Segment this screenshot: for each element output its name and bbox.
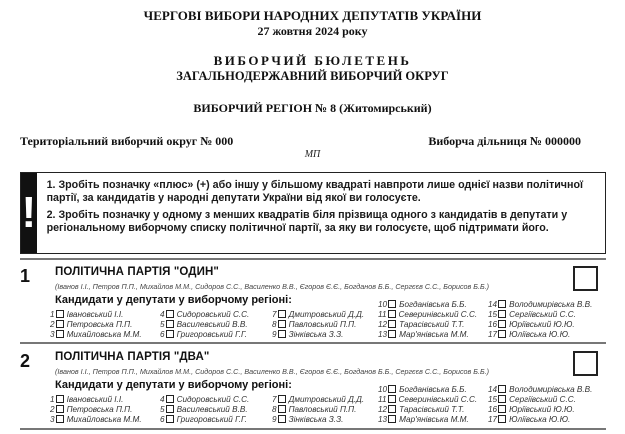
candidate-name: Петровська П.П.: [66, 404, 133, 414]
candidate-number: 4: [160, 309, 165, 319]
candidate-item: [160, 404, 248, 414]
instructions-box: [20, 172, 606, 254]
candidate-name: Мар'янівська М.М.: [399, 414, 469, 424]
candidate-item: [488, 404, 575, 414]
candidate-name: Михайловська М.М.: [66, 414, 142, 424]
candidate-checkbox[interactable]: [56, 395, 64, 403]
party-vote-checkbox[interactable]: [573, 266, 598, 291]
candidate-item: [488, 384, 592, 394]
candidate-checkbox[interactable]: [388, 330, 396, 338]
candidate-name: Григоровський Г.Г.: [176, 329, 247, 339]
candidate-name: Мар'янівська М.М.: [399, 329, 469, 339]
candidate-item: [488, 414, 570, 424]
candidate-name: Василевський В.В.: [176, 319, 248, 329]
candidate-item: [378, 404, 464, 414]
candidate-name: Юріївський Ю.Ю.: [509, 319, 575, 329]
candidate-checkbox[interactable]: [56, 310, 64, 318]
candidate-name: Григоровський Г.Г.: [176, 414, 247, 424]
candidate-checkbox[interactable]: [278, 415, 286, 423]
candidate-checkbox[interactable]: [166, 310, 174, 318]
candidate-name: Івановський І.І.: [66, 309, 124, 319]
candidate-item: [50, 329, 142, 339]
candidate-number: 13: [378, 329, 388, 339]
candidate-checkbox[interactable]: [388, 310, 396, 318]
candidates-heading: Кандидати у депутати у виборчому регіоні:: [55, 294, 292, 306]
candidate-checkbox[interactable]: [388, 385, 396, 393]
candidate-item: [378, 384, 467, 394]
candidate-item: [50, 414, 142, 424]
candidate-item: [160, 394, 249, 404]
candidate-number: 10: [378, 384, 388, 394]
district-type: ЗАГАЛЬНОДЕРЖАВНИЙ ВИБОРЧИЙ ОКРУГ: [176, 69, 449, 83]
candidate-item: [378, 319, 464, 329]
candidate-number: 8: [272, 319, 277, 329]
candidate-name: Володимирівська В.В.: [509, 384, 593, 394]
candidate-number: 15: [488, 394, 498, 404]
candidate-item: [50, 394, 123, 404]
ballot-title: ВИБОРЧИЙ БЮЛЕТЕНЬ: [213, 53, 412, 68]
candidate-item: [378, 329, 469, 339]
candidate-checkbox[interactable]: [56, 405, 64, 413]
candidate-checkbox[interactable]: [166, 395, 174, 403]
candidate-item: [272, 414, 343, 424]
candidate-name: Сидоровський С.С.: [176, 394, 250, 404]
candidate-checkbox[interactable]: [166, 415, 174, 423]
candidate-number: 13: [378, 414, 388, 424]
candidate-checkbox[interactable]: [498, 310, 506, 318]
candidate-checkbox[interactable]: [166, 405, 174, 413]
candidate-number: 17: [488, 414, 498, 424]
candidate-item: [50, 319, 132, 329]
candidate-number: 8: [272, 404, 277, 414]
instructions-bar: [21, 173, 37, 253]
candidate-checkbox[interactable]: [388, 405, 396, 413]
precinct-number: Виборча дільниця № 000000: [428, 134, 581, 148]
candidate-number: 9: [272, 329, 277, 339]
candidate-number: 3: [50, 329, 55, 339]
candidate-name: Богданівська Б.Б.: [399, 384, 467, 394]
candidate-name: Петровська П.П.: [66, 319, 133, 329]
candidate-name: Юліївська Ю.Ю.: [509, 414, 571, 424]
candidate-number: 9: [272, 414, 277, 424]
candidate-number: 14: [488, 299, 498, 309]
candidate-checkbox[interactable]: [498, 385, 506, 393]
candidate-name: Юліївська Ю.Ю.: [509, 329, 571, 339]
instruction-2: 2. Зробіть позначку у одному з менших квадратів біля прізвища одного з кандидатів в депутати у регіональному виборчому списку політичної партії, за яку ви голосуєте, щоб підтримати його.: [46, 208, 568, 234]
candidate-item: [160, 309, 249, 319]
candidate-item: [488, 309, 576, 319]
candidate-name: Дмитровський Д.Д.: [288, 309, 365, 319]
stamp-place: МП: [304, 149, 321, 160]
candidate-number: 16: [488, 319, 498, 329]
candidate-checkbox[interactable]: [498, 330, 506, 338]
candidate-name: Тарасівський Т.Т.: [399, 319, 465, 329]
instruction-1: 1. Зробіть позначку «плюс» (+) або іншу у більшому квадраті навпроти лише однієї назви політичної партії, за кандидатів у народні депутати України від якої ви голосуєте.: [46, 179, 583, 205]
candidate-checkbox[interactable]: [388, 415, 396, 423]
candidate-number: 6: [160, 329, 165, 339]
candidate-checkbox[interactable]: [166, 320, 174, 328]
candidate-name: Павловський П.П.: [288, 319, 357, 329]
candidate-item: [488, 319, 575, 329]
candidate-number: 10: [378, 299, 388, 309]
party-national-list: (Іванов І.І., Петров П.П., Михайлов М.М., Сидоров С.С., Василенко В.В., Єгоров Є.Є., Богданов Б.Б., Сергєєв С.С., Борисов Б.Б.): [55, 282, 490, 291]
candidate-checkbox[interactable]: [278, 405, 286, 413]
candidate-item: [488, 394, 576, 404]
party-national-list: (Іванов І.І., Петров П.П., Михайлов М.М., Сидоров С.С., Василенко В.В., Єгоров Є.Є., Богданов Б.Б., Сергєєв С.С., Борисов Б.Б.): [55, 367, 490, 376]
candidate-number: 7: [272, 309, 277, 319]
candidate-name: Дмитровський Д.Д.: [288, 394, 365, 404]
territorial-district: Територіальний виборчий округ № 000: [20, 134, 234, 148]
candidate-name: Зінківська З.З.: [288, 414, 344, 424]
candidate-number: 4: [160, 394, 165, 404]
candidate-name: Михайловська М.М.: [66, 329, 142, 339]
candidate-number: 12: [378, 404, 388, 414]
candidate-item: [272, 319, 356, 329]
candidate-item: [272, 404, 356, 414]
candidate-checkbox[interactable]: [498, 395, 506, 403]
candidate-name: Сергіївський С.С.: [509, 394, 576, 404]
candidate-item: [160, 319, 248, 329]
candidate-item: [272, 329, 343, 339]
candidate-number: 1: [50, 394, 55, 404]
candidate-number: 14: [488, 384, 498, 394]
party-block: [0, 258, 625, 342]
candidate-name: Богданівська Б.Б.: [399, 299, 467, 309]
candidate-checkbox[interactable]: [56, 415, 64, 423]
separator-line: [20, 428, 606, 430]
candidate-checkbox[interactable]: [278, 310, 286, 318]
candidate-item: [50, 404, 132, 414]
candidate-name: Сергіївський С.С.: [509, 309, 576, 319]
candidate-checkbox[interactable]: [388, 395, 396, 403]
party-block: [0, 343, 625, 427]
party-name: ПОЛІТИЧНА ПАРТІЯ "ОДИН": [55, 266, 219, 278]
candidate-number: 1: [50, 309, 55, 319]
candidate-number: 2: [50, 404, 55, 414]
candidate-name: Василевський В.В.: [176, 404, 248, 414]
candidate-checkbox[interactable]: [498, 320, 506, 328]
candidate-number: 16: [488, 404, 498, 414]
candidate-number: 12: [378, 319, 388, 329]
candidate-checkbox[interactable]: [498, 415, 506, 423]
candidate-checkbox[interactable]: [498, 300, 506, 308]
candidates-heading: Кандидати у депутати у виборчому регіоні:: [55, 379, 292, 391]
candidate-item: [378, 299, 467, 309]
candidate-item: [272, 394, 364, 404]
candidate-checkbox[interactable]: [278, 320, 286, 328]
candidate-item: [160, 329, 247, 339]
candidate-name: Сидоровський С.С.: [176, 309, 250, 319]
candidate-item: [488, 329, 570, 339]
candidate-checkbox[interactable]: [56, 320, 64, 328]
candidate-name: Юріївський Ю.Ю.: [509, 404, 575, 414]
electoral-region: ВИБОРЧИЙ РЕГІОН № 8 (Житомирський): [193, 101, 432, 115]
candidate-checkbox[interactable]: [498, 405, 506, 413]
candidate-name: Володимирівська В.В.: [509, 299, 593, 309]
candidate-number: 11: [378, 309, 387, 319]
candidate-name: Северинівський С.С.: [398, 394, 478, 404]
candidate-checkbox[interactable]: [388, 300, 396, 308]
party-number: 1: [20, 266, 31, 286]
candidate-number: 2: [50, 319, 55, 329]
party-number: 2: [20, 351, 31, 371]
exclamation-icon: !: [21, 188, 37, 237]
candidate-name: Івановський І.І.: [66, 394, 124, 404]
candidate-item: [378, 394, 477, 404]
candidate-number: 6: [160, 414, 165, 424]
candidate-checkbox[interactable]: [388, 320, 396, 328]
candidate-name: Тарасівський Т.Т.: [399, 404, 465, 414]
candidate-checkbox[interactable]: [278, 395, 286, 403]
candidate-number: 11: [378, 394, 387, 404]
candidate-number: 15: [488, 309, 498, 319]
election-title: ЧЕРГОВІ ВИБОРИ НАРОДНИХ ДЕПУТАТІВ УКРАЇНИ: [143, 8, 482, 23]
candidate-name: Северинівський С.С.: [398, 309, 478, 319]
instructions-text: [37, 173, 605, 253]
candidate-item: [50, 309, 123, 319]
candidate-item: [272, 309, 364, 319]
candidate-name: Зінківська З.З.: [288, 329, 344, 339]
candidate-checkbox[interactable]: [56, 330, 64, 338]
candidate-number: 7: [272, 394, 277, 404]
candidate-item: [488, 299, 592, 309]
candidate-number: 17: [488, 329, 498, 339]
candidate-name: Павловський П.П.: [288, 404, 357, 414]
candidate-item: [378, 309, 477, 319]
candidate-number: 3: [50, 414, 55, 424]
candidate-checkbox[interactable]: [278, 330, 286, 338]
candidate-number: 5: [160, 319, 165, 329]
candidate-item: [378, 414, 469, 424]
candidate-item: [160, 414, 247, 424]
candidate-checkbox[interactable]: [166, 330, 174, 338]
election-date: 27 жовтня 2024 року: [257, 24, 368, 38]
party-vote-checkbox[interactable]: [573, 351, 598, 376]
party-name: ПОЛІТИЧНА ПАРТІЯ "ДВА": [55, 351, 210, 363]
candidate-number: 5: [160, 404, 165, 414]
